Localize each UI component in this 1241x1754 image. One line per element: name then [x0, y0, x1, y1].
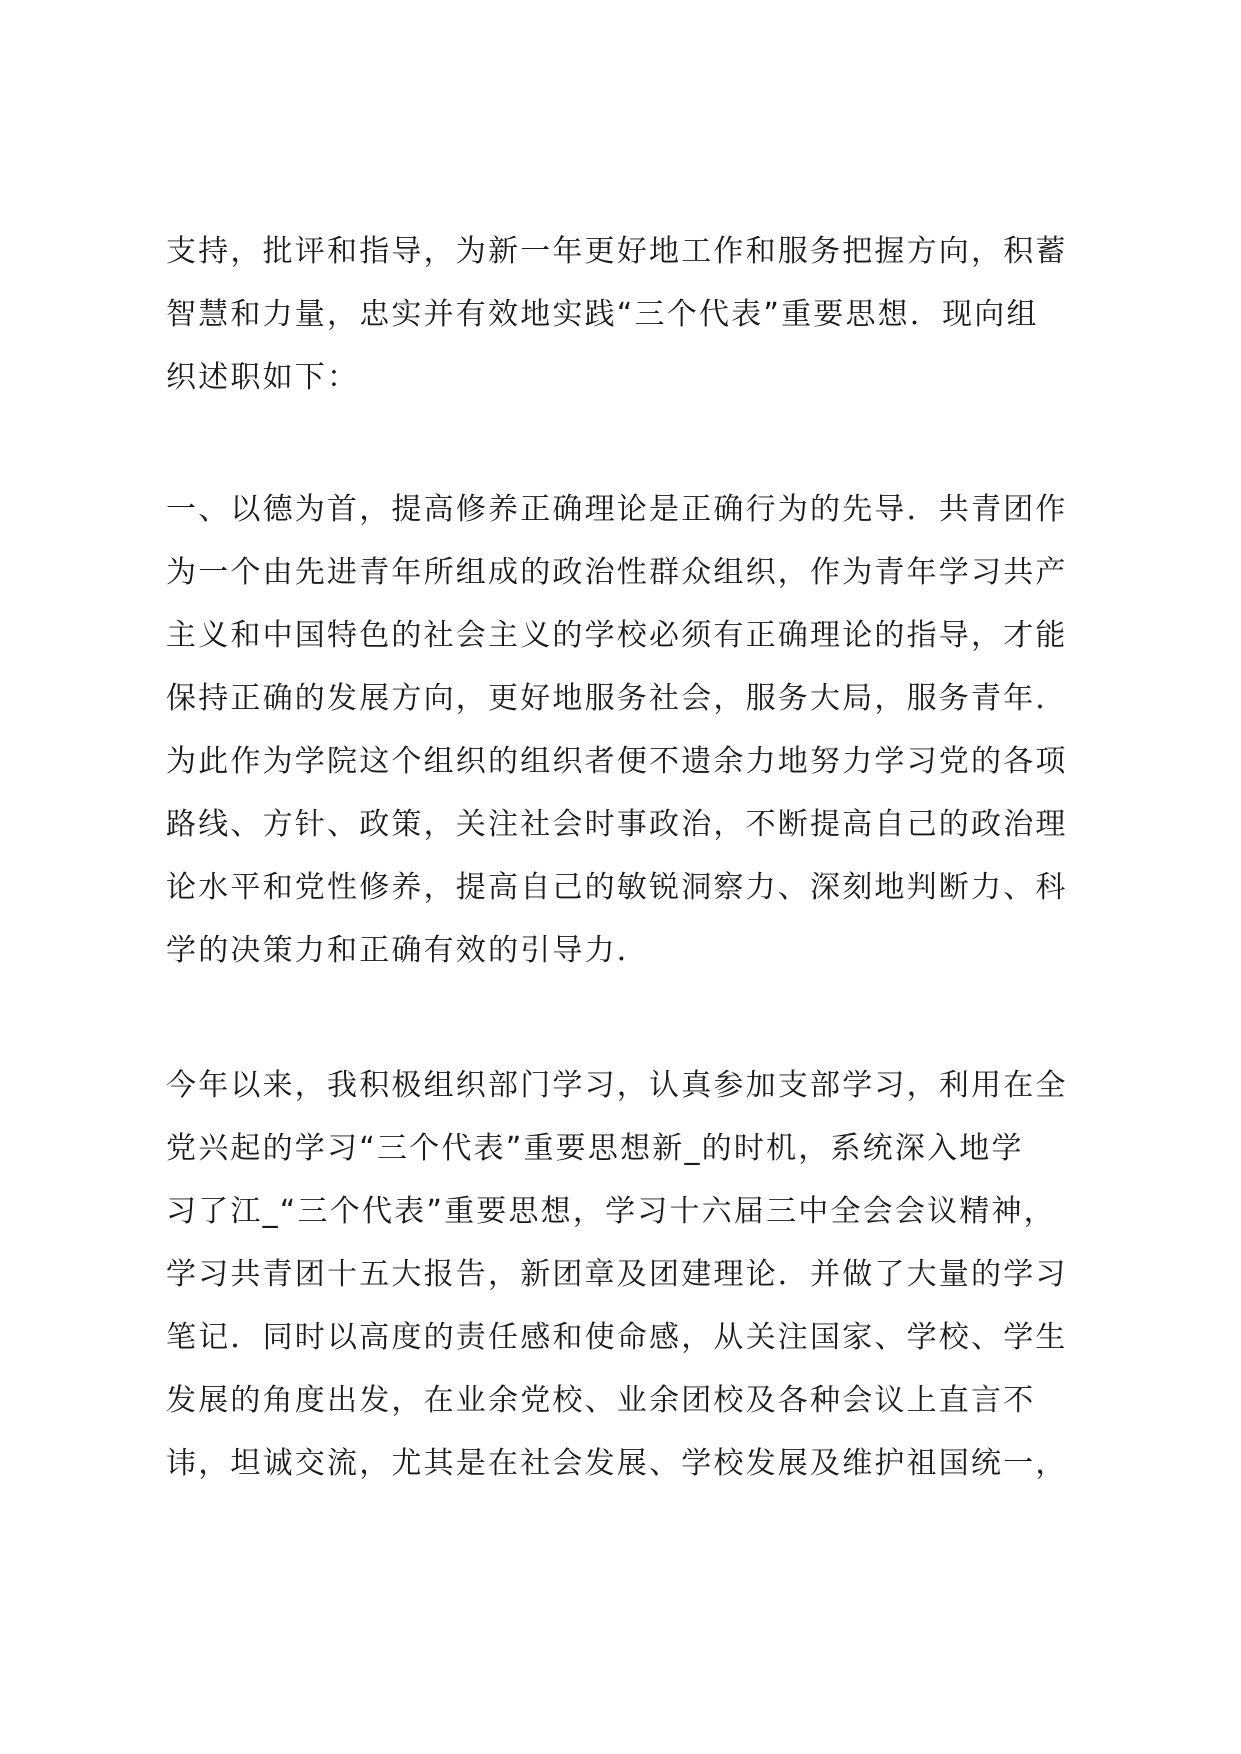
text-line: 智慧和力量，忠实并有效地实践“三个代表”重要思想．现向组 [166, 297, 1039, 332]
text-line: 笔记．同时以高度的责任感和使命感，从关注国家、学校、学生 [166, 1320, 1068, 1355]
paragraph-this-year [166, 1054, 1086, 1495]
paragraph-section-one [166, 478, 1086, 982]
text-line: 为此作为学院这个组织的组织者便不遗余力地努力学习党的各项 [166, 744, 1068, 779]
text-line: 主义和中国特色的社会主义的学校必须有正确理论的指导，才能 [166, 618, 1068, 653]
text-line: 习了江_“三个代表”重要思想，学习十六届三中全会会议精神， [166, 1194, 1056, 1229]
text-line: 一、以德为首，提高修养正确理论是正确行为的先导．共青团作 [166, 492, 1068, 527]
text-line: 支持，批评和指导，为新一年更好地工作和服务把握方向，积蓄 [166, 234, 1068, 269]
text-line: 今年以来，我积极组织部门学习，认真参加支部学习，利用在全 [166, 1068, 1068, 1103]
text-line: 保持正确的发展方向，更好地服务社会，服务大局，服务青年． [166, 681, 1068, 716]
text-line: 织述职如下： [166, 360, 360, 395]
text-line: 学习共青团十五大报告，新团章及团建理论．并做了大量的学习 [166, 1257, 1068, 1292]
text-line: 学的决策力和正确有效的引导力． [166, 933, 649, 968]
text-line: 论水平和党性修养，提高自己的敏锐洞察力、深刻地判断力、科 [166, 870, 1068, 905]
text-line: 路线、方针、政策，关注社会时事政治，不断提高自己的政治理 [166, 807, 1068, 842]
text-line: 发展的角度出发，在业余党校、业余团校及各种会议上直言不 [166, 1383, 1036, 1418]
text-line: 为一个由先进青年所组成的政治性群众组织，作为青年学习共产 [166, 555, 1068, 590]
paragraph-intro [166, 220, 1086, 409]
text-line: 讳，坦诚交流，尤其是在社会发展、学校发展及维护祖国统一， [166, 1446, 1068, 1481]
text-line: 党兴起的学习“三个代表”重要思想新_的时机，系统深入地学 [166, 1131, 1024, 1166]
